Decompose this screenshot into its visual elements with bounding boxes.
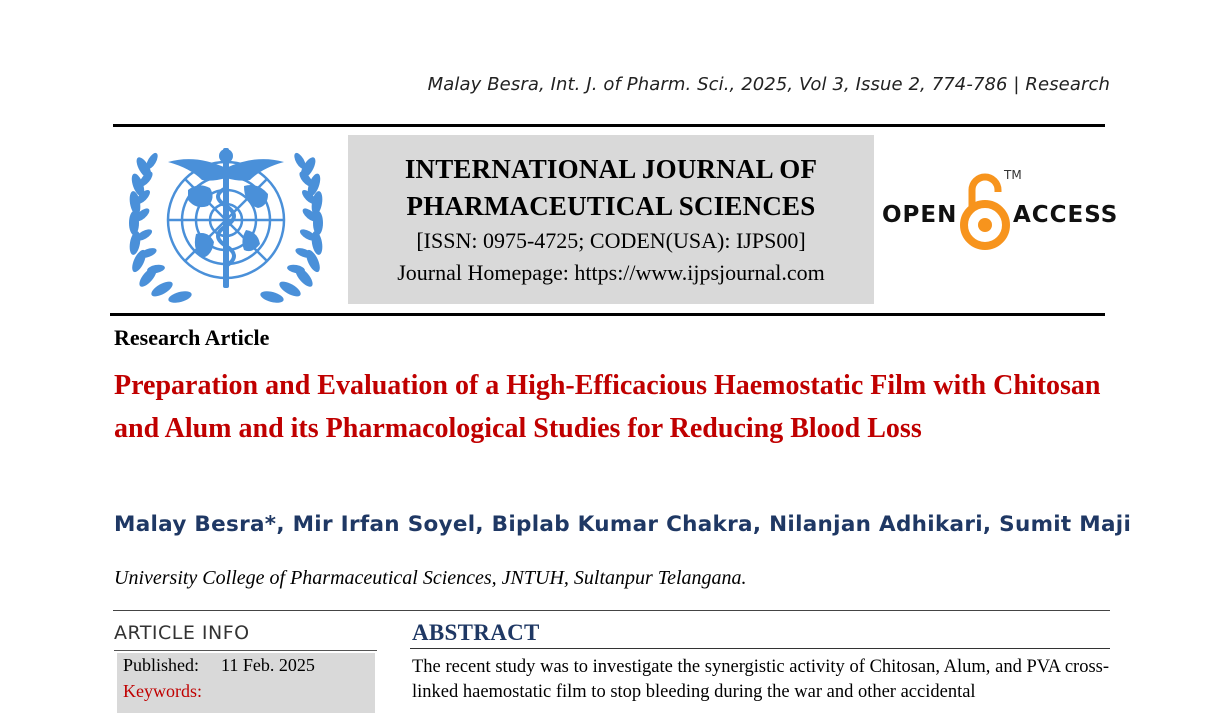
article-info-heading: ARTICLE INFO — [114, 622, 250, 644]
journal-homepage: Journal Homepage: https://www.ijpsjournal.com — [397, 260, 825, 285]
journal-masthead — [348, 135, 874, 304]
journal-issn: [ISSN: 0975-4725; CODEN(USA): IJPS00] — [416, 228, 806, 253]
open-access-open-text: OPEN — [882, 202, 958, 228]
published-date: 11 Feb. 2025 — [221, 655, 315, 675]
author-affiliation: University College of Pharmaceutical Sciences, JNTUH, Sultanpur Telangana. — [114, 567, 747, 589]
abstract-divider — [410, 648, 1110, 649]
article-info-panel — [117, 653, 375, 713]
journal-name-line-1: INTERNATIONAL JOURNAL OF — [404, 154, 818, 184]
header-rule-top — [113, 124, 1105, 127]
header-rule-bottom — [110, 313, 1105, 316]
citation-line: Malay Besra, Int. J. of Pharm. Sci., 2025, Vol 3, Issue 2, 774-786 | Research — [427, 74, 1110, 95]
trademark-symbol: TM — [1004, 168, 1022, 182]
abstract-body: The recent study was to investigate the synergistic activity of Chitosan, Alum, and PVA cross-linked haemostatic film to stop bleeding during the war and other accidental — [412, 657, 1109, 702]
article-type-label: Research Article — [114, 325, 270, 350]
keywords-label: Keywords: — [123, 681, 202, 701]
abstract-heading: ABSTRACT — [412, 620, 540, 645]
affiliation-divider — [113, 610, 1110, 611]
published-label: Published: — [123, 655, 200, 675]
article-title: Preparation and Evaluation of a High-Efficacious Haemostatic Film with Chitosan and Alum and its Pharmacological Studies for Reducing Blood Loss — [114, 370, 1101, 444]
journal-emblem-icon — [126, 138, 326, 308]
open-access-logo — [880, 168, 1119, 252]
open-access-access-text: ACCESS — [1013, 202, 1119, 228]
published-row — [123, 653, 315, 677]
journal-name-line-2: PHARMACEUTICAL SCIENCES — [406, 191, 816, 221]
author-list: Malay Besra*, Mir Irfan Soyel, Biplab Kumar Chakra, Nilanjan Adhikari, Sumit Maji — [114, 512, 1132, 537]
article-info-divider — [114, 650, 377, 651]
